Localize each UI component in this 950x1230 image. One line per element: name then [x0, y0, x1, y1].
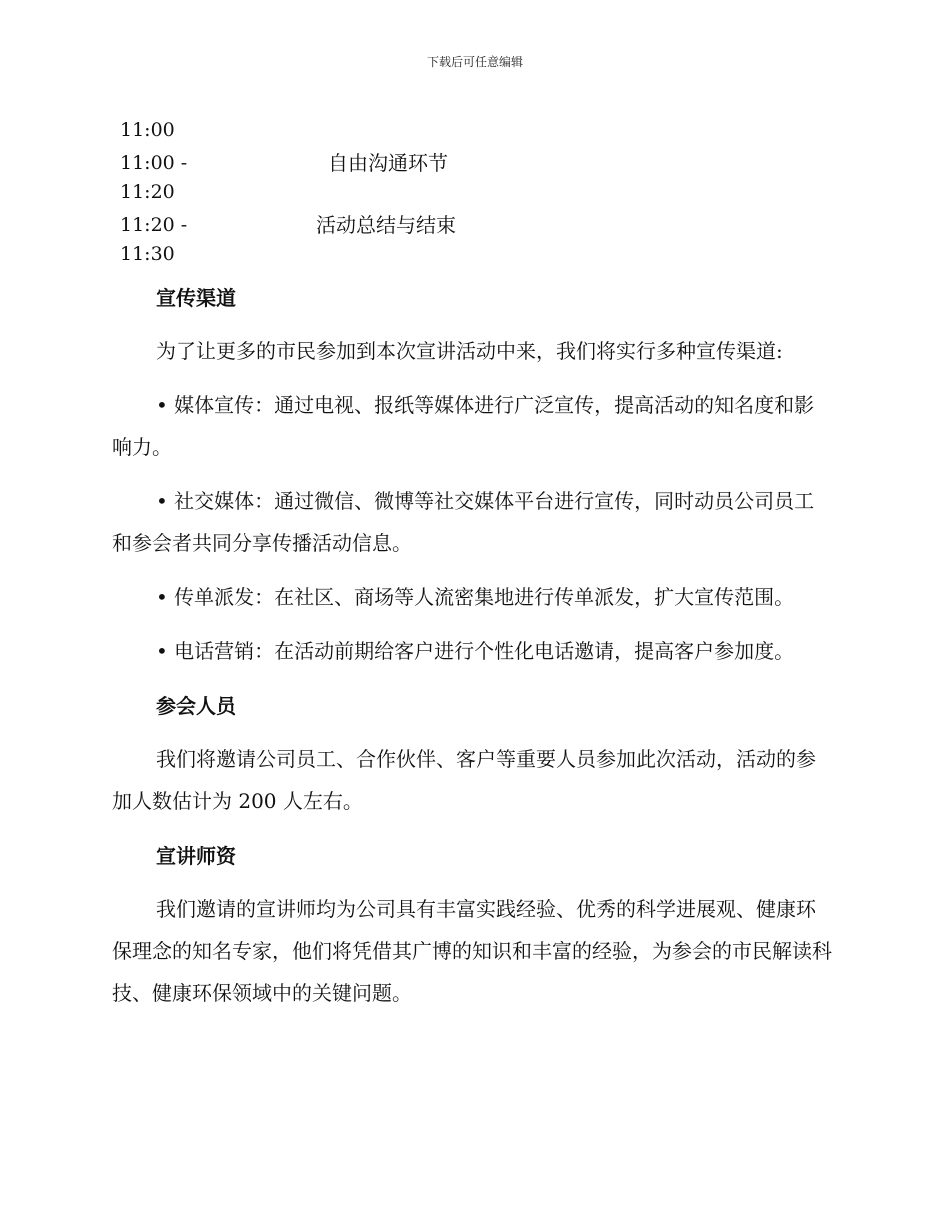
publicity-item-social: • 社交媒体：通过微信、微博等社交媒体平台进行宣传，同时动员公司员工和参会者共同分享传播活动信息。 — [112, 489, 815, 555]
schedule-time-end: 11:30 — [120, 243, 175, 265]
schedule-activity: 活动总结与结束 — [316, 213, 456, 237]
page-header-note: 下载后可任意编辑 — [426, 55, 523, 69]
section-heading-attendees: 参会人员 — [156, 694, 236, 718]
publicity-intro: 为了让更多的市民参加到本次宣讲活动中来，我们将实行多种宣传渠道: — [156, 339, 783, 363]
schedule-activity: 自由沟通环节 — [328, 151, 448, 175]
publicity-item-flyers: • 传单派发：在社区、商场等人流密集地进行传单派发，扩大宣传范围。 — [156, 585, 795, 609]
publicity-item-media: • 媒体宣传：通过电视、报纸等媒体进行广泛宣传，提高活动的知名度和影响力。 — [112, 393, 815, 459]
section-heading-publicity: 宣传渠道 — [156, 286, 236, 310]
schedule-time-end: 11:20 — [120, 181, 175, 203]
attendees-text: 我们将邀请公司员工、合作伙伴、客户等重要人员参加此次活动，活动的参加人数估计为 200 人左右。 — [112, 747, 816, 813]
document-body — [112, 278, 834, 1014]
schedule-time-start: 11:20 - — [120, 214, 188, 236]
speakers-text: 我们邀请的宣讲师均为公司具有丰富实践经验、优秀的科学进展观、健康环保理念的知名专家，他们将凭借其广博的知识和丰富的经验，为参会的市民解读科技、健康环保领域中的关键问题。 — [112, 897, 832, 1005]
schedule-time-start: 11:00 - — [120, 152, 188, 174]
schedule-time-end: 11:00 — [120, 119, 175, 141]
publicity-item-phone: • 电话营销：在活动前期给客户进行个性化电话邀请，提高客户参加度。 — [156, 639, 795, 663]
section-heading-speakers: 宣讲师资 — [156, 844, 236, 868]
